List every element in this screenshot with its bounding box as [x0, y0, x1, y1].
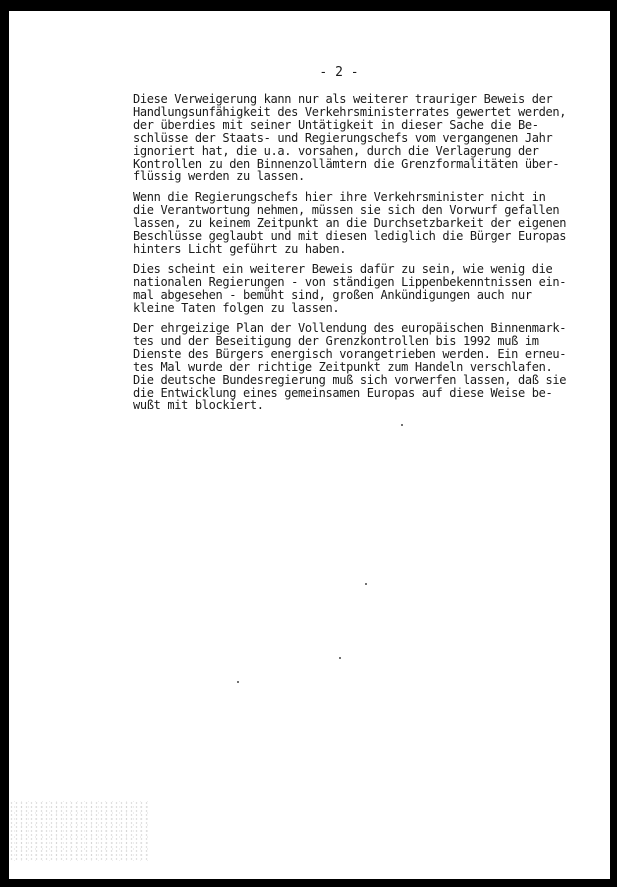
scan-speck [401, 424, 403, 426]
text-line: Kontrollen zu den Binnenzollämtern die Grenzformalitäten über- [133, 156, 560, 171]
text-line: lassen, zu keinem Zeitpunkt an die Durchsetzbarkeit der eigenen [133, 215, 567, 230]
paragraph-1 [133, 93, 566, 183]
text-line: die Verantwortung nehmen, müssen sie sich den Vorwurf gefallen [133, 202, 560, 217]
text-line: Beschlüsse geglaubt und mit diesen lediglich die Bürger Europas [133, 228, 567, 243]
text-line: nationalen Regierungen - von ständigen Lippenbekenntnissen ein- [133, 274, 567, 289]
text-line: kleine Taten folgen zu lassen. [133, 300, 340, 315]
text-line: schlüsse der Staats- und Regierungschefs vom vergangenen Jahr [133, 130, 553, 145]
paragraph-3 [133, 263, 566, 315]
text-line: ignoriert hat, die u.a. vorsahen, durch die Verlagerung der [133, 143, 539, 158]
text-line: Handlungsunfähigkeit des Verkehrsministerrates gewertet werden, [133, 104, 567, 119]
page-number: - 2 - [319, 65, 359, 80]
paragraph-4 [133, 322, 566, 412]
text-line: wußt mit blockiert. [133, 398, 264, 413]
text-line: Dies scheint ein weiterer Beweis dafür zu sein, wie wenig die [133, 262, 553, 276]
text-line: hinters Licht geführt zu haben. [133, 241, 347, 256]
document-page [9, 11, 610, 879]
scan-noise [9, 801, 149, 861]
text-line: Dienste des Bürgers energisch vorangetrieben werden. Ein erneu- [133, 346, 567, 361]
text-line: mal abgesehen - bemüht sind, großen Ankündigungen auch nur [133, 287, 532, 302]
scan-speck [365, 583, 367, 585]
text-line: tes und der Beseitigung der Grenzkontrollen bis 1992 muß im [133, 333, 539, 348]
text-line: Diese Verweigerung kann nur als weiterer trauriger Beweis der [133, 92, 553, 106]
text-line: flüssig werden zu lassen. [133, 169, 305, 184]
text-line: die Entwicklung eines gemeinsamen Europas auf diese Weise be- [133, 385, 553, 400]
text-line: Die deutsche Bundesregierung muß sich vorwerfen lassen, daß sie [133, 372, 567, 387]
scan-speck [339, 657, 341, 659]
text-line: Der ehrgeizige Plan der Vollendung des europäischen Binnenmark- [133, 321, 567, 335]
scan-speck [237, 681, 239, 683]
paragraph-2 [133, 191, 566, 256]
text-line: tes Mal wurde der richtige Zeitpunkt zum Handeln verschlafen. [133, 359, 553, 374]
text-line: der überdies mit seiner Untätigkeit in dieser Sache die Be- [133, 117, 539, 132]
text-line: Wenn die Regierungschefs hier ihre Verkehrsminister nicht in [133, 190, 546, 204]
